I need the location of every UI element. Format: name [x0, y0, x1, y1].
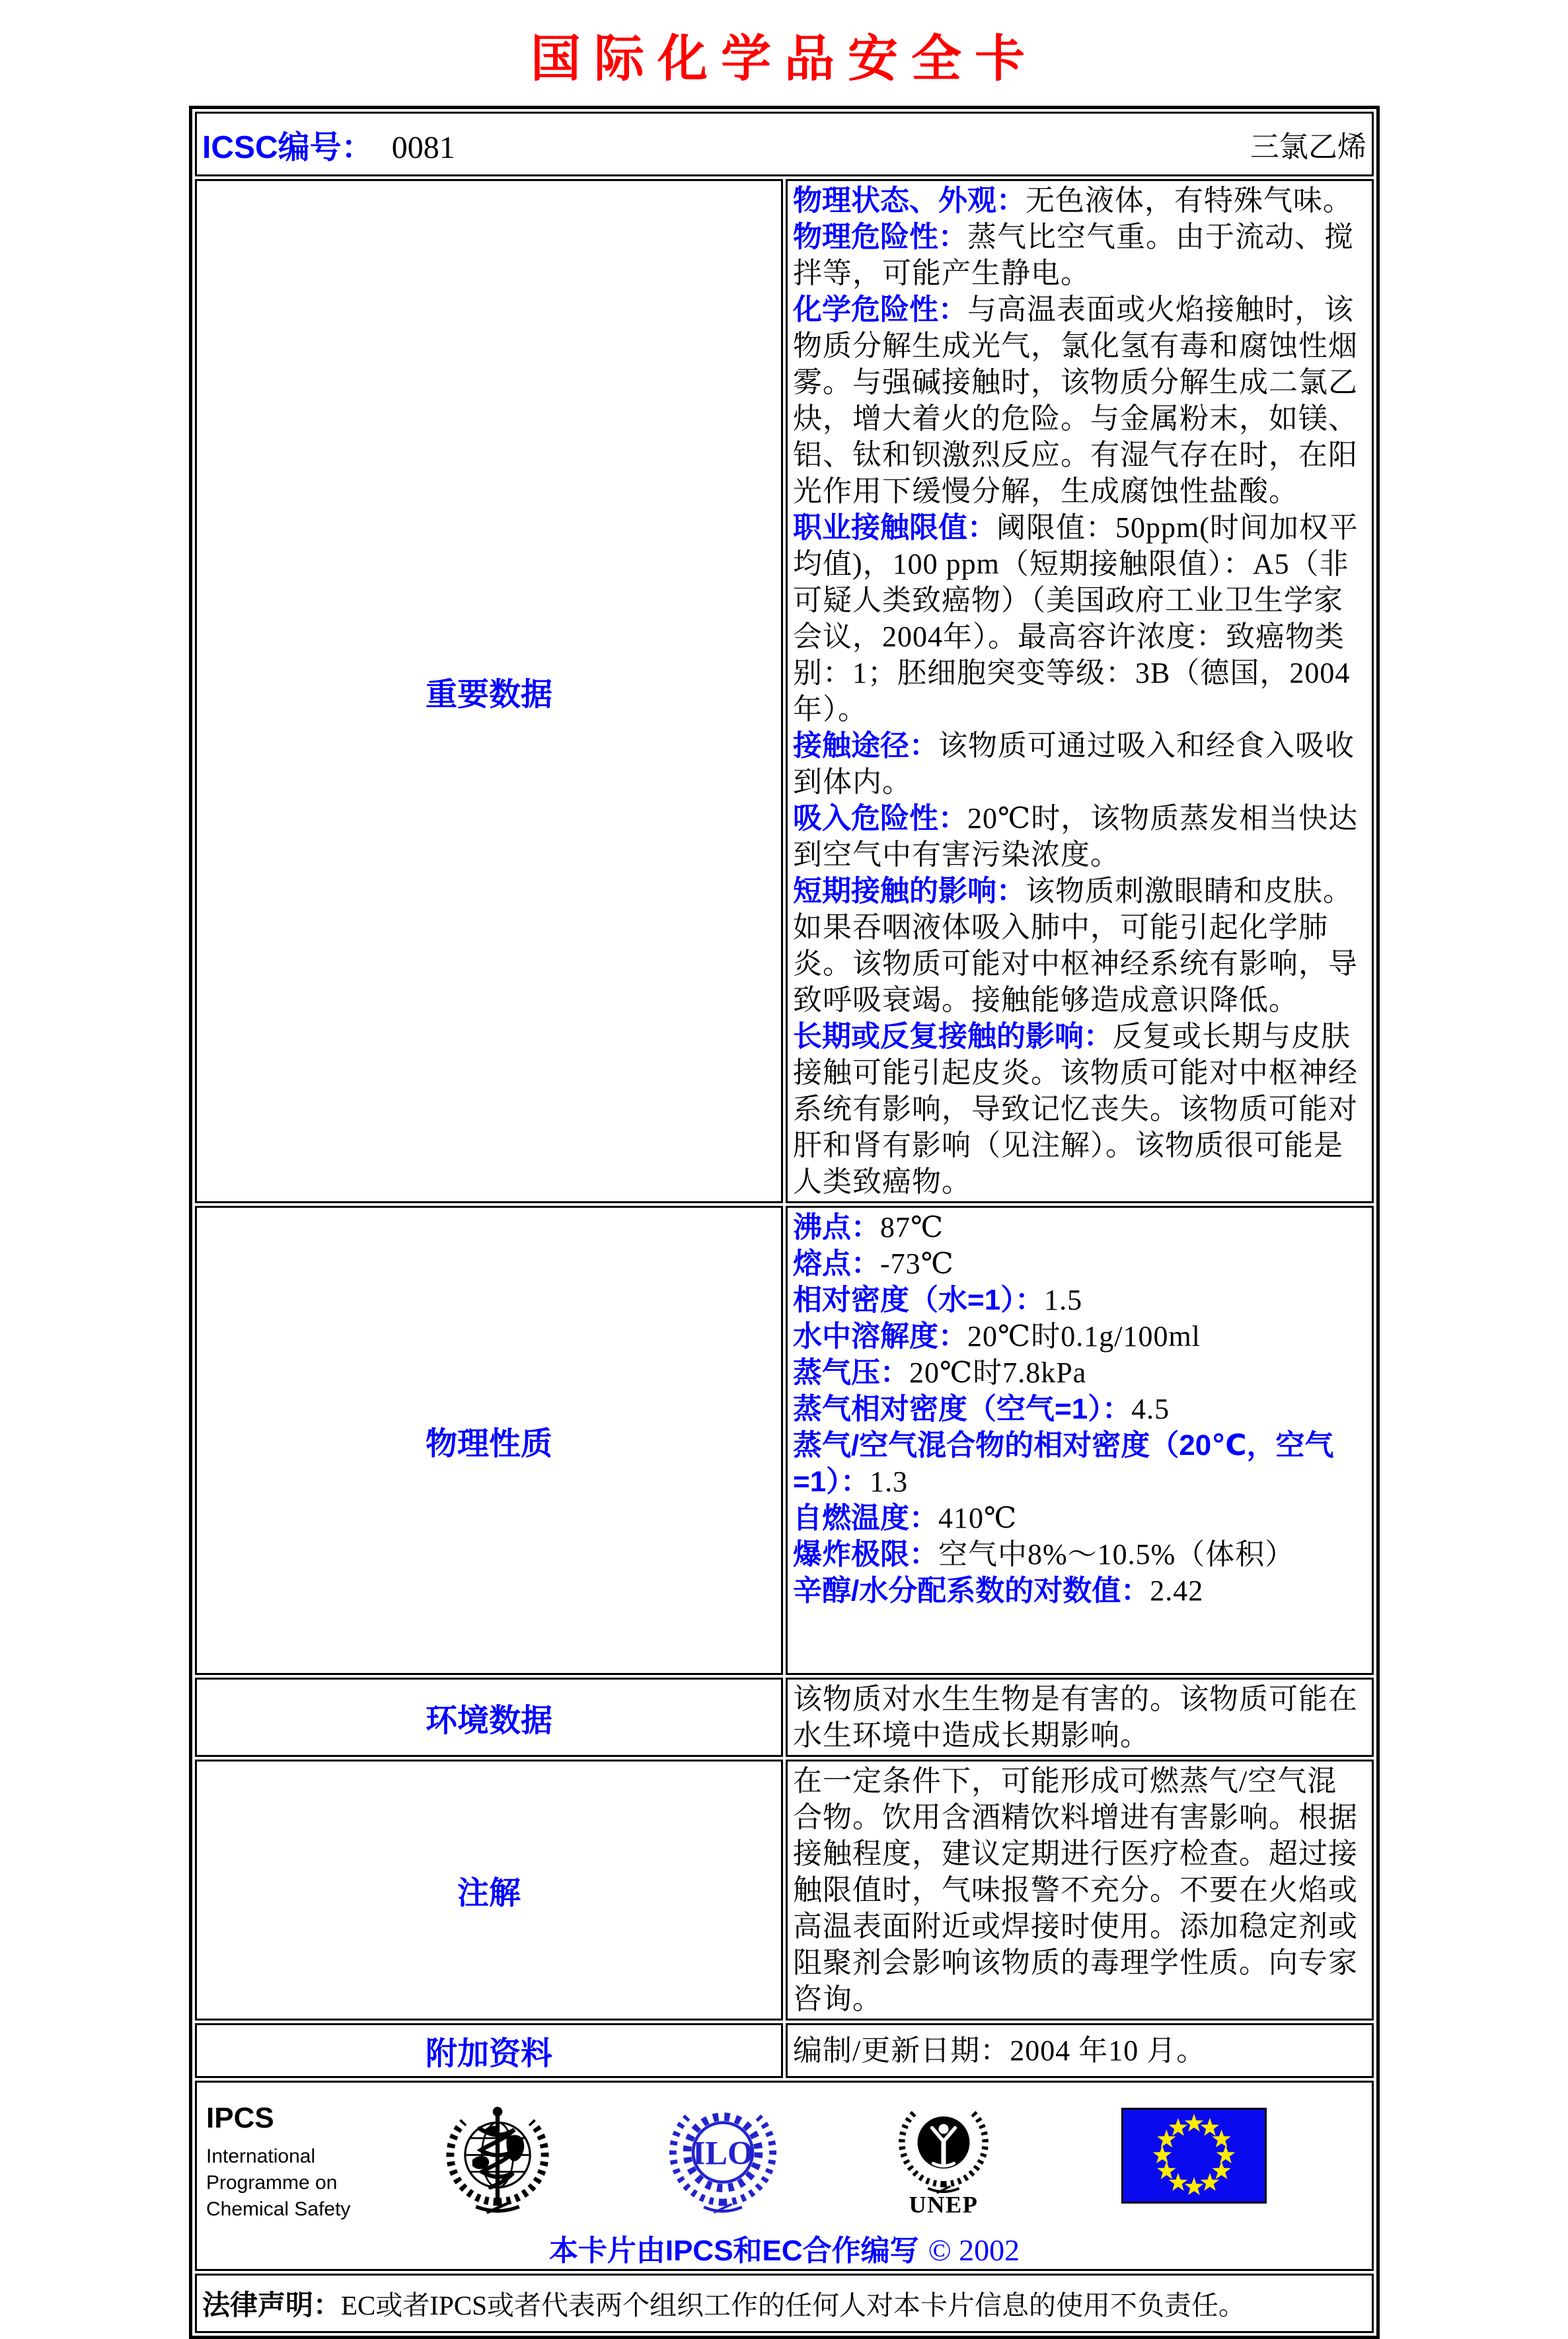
legal-cell	[195, 2274, 1374, 2333]
card-wrapper	[189, 0, 1380, 2339]
prop-boiling-point: 沸点：87℃	[793, 1211, 944, 1244]
notes-content: 在一定条件下，可能形成可燃蒸气/空气混合物。饮用含酒精饮料增进有害影响。根据接触程度，建议定期进行医疗检查。超过接触限值时，气味报警不充分。不要在火焰或高温表面附近或焊接时使用。添加稳定剂或阻聚剂会影响该物质的毒理学性质。向专家咨询。	[786, 1760, 1374, 2021]
environmental-data-row	[195, 1678, 1374, 1757]
ipcs-title: IPCS	[206, 2102, 274, 2134]
icsc-number-value: 0081	[391, 130, 455, 165]
important-data-row	[195, 179, 1374, 1203]
unep-letters: UNEP	[909, 2191, 979, 2215]
data-item-inhalation-risk: 吸入危险性：20℃时，该物质蒸发相当快达到空气中有害污染浓度。	[793, 802, 1359, 871]
prop-vapor-pressure: 蒸气压：20℃时7.8kPa	[793, 1356, 1087, 1389]
prop-explosive-limits: 爆炸极限：空气中8%～10.5%（体积）	[793, 1538, 1295, 1571]
prop-relative-density: 相对密度（水=1）：1.5	[793, 1284, 1083, 1316]
physical-properties-row	[195, 1206, 1374, 1675]
chemical-name: 三氯乙烯	[1250, 131, 1366, 163]
header-row	[195, 112, 1374, 176]
legal-notice-label: 法律声明：	[202, 2289, 342, 2320]
prop-autoignition-temp: 自燃温度：410℃	[793, 1502, 1018, 1534]
data-item-physical-state: 物理状态、外观：无色液体，有特殊气味。	[793, 184, 1353, 217]
ipcs-subtitle-line: Programme on	[206, 2172, 338, 2194]
environmental-data-content: 该物质对水生生物是有害的。该物质可能在水生环境中造成长期影响。	[786, 1678, 1374, 1757]
data-item-exposure-limits: 职业接触限值：阈限值：50ppm(时间加权平均值)，100 ppm（短期接触限值）：A5（非可疑人类致癌物）（美国政府工业卫生学家会议，2004年）。最高容许浓度：致癌物类别：1；胚细胞突变等级：3B（德国，2004年）。	[793, 511, 1359, 725]
unep-logo-icon	[891, 2095, 996, 2215]
additional-info-heading: 附加资料	[195, 2023, 783, 2078]
ilo-logo-icon	[663, 2097, 782, 2220]
ilo-letters: ILO	[692, 2134, 754, 2172]
page-title: 国际化学品安全卡	[531, 31, 1038, 87]
logos-row	[195, 2081, 1374, 2271]
eu-flag-icon	[1121, 2108, 1267, 2204]
data-item-exposure-routes: 接触途径：该物质可通过吸入和经食入吸收到体内。	[793, 729, 1355, 798]
ipcs-subtitle-line: Chemical Safety	[206, 2198, 351, 2220]
credit-line	[197, 2227, 1372, 2269]
prop-vapor-air-density: 蒸气/空气混合物的相对密度（20℃，空气=1）：1.3	[793, 1429, 1334, 1498]
prop-vapor-density: 蒸气相对密度（空气=1）：4.5	[793, 1393, 1170, 1425]
who-logo-icon	[437, 2093, 558, 2223]
legal-row	[195, 2274, 1374, 2333]
physical-properties-heading: 物理性质	[195, 1206, 783, 1675]
credit-text: 本卡片由IPCS和EC合作编写	[548, 2235, 919, 2267]
important-data-content	[786, 179, 1374, 1203]
physical-properties-content	[786, 1206, 1374, 1675]
environmental-data-heading: 环境数据	[195, 1678, 783, 1757]
ipcs-subtitle-line: International	[206, 2145, 316, 2167]
prop-melting-point: 熔点：-73℃	[793, 1247, 954, 1280]
icsc-card-table	[189, 106, 1380, 2339]
notes-row	[195, 1760, 1374, 2021]
data-item-short-term-effects: 短期接触的影响：该物质刺激眼睛和皮肤。如果吞咽液体吸入肺中，可能引起化学肺炎。该物质可能对中枢神经系统有影响，导致呼吸衰竭。接触能够造成意识降低。	[793, 875, 1358, 1016]
header-cell	[195, 112, 1374, 176]
prop-water-solubility: 水中溶解度：20℃时0.1g/100ml	[793, 1320, 1201, 1353]
notes-heading: 注解	[195, 1760, 783, 2021]
data-item-long-term-effects: 长期或反复接触的影响：反复或长期与皮肤接触可能引起皮炎。该物质可能对中枢神经系统有影响，导致记忆丧失。该物质可能对肝和肾有影响（见注解）。该物质很可能是人类致癌物。	[793, 1020, 1358, 1198]
data-item-chemical-dangers: 化学危险性：与高温表面或火焰接触时，该物质分解生成光气，氯化氢有毒和腐蚀性烟雾。与强碱接触时，该物质分解生成二氯乙炔，增大着火的危险。与金属粉末，如镁、铝、钛和钡激烈反应。有湿气存在时，在阳光作用下缓慢分解，生成腐蚀性盐酸。	[793, 293, 1358, 507]
icsc-number-label: ICSC编号：	[202, 130, 373, 165]
additional-info-content: 编制/更新日期：2004 年10 月。	[786, 2023, 1374, 2078]
prop-octanol-water: 辛醇/水分配系数的对数值：2.42	[793, 1575, 1204, 1607]
copyright-text: © 2002	[928, 2233, 1020, 2267]
logos-cell	[195, 2081, 1374, 2271]
additional-info-row	[195, 2023, 1374, 2078]
important-data-heading: 重要数据	[195, 179, 783, 1203]
data-item-physical-dangers: 物理危险性：蒸气比空气重。由于流动、搅拌等，可能产生静电。	[793, 221, 1354, 289]
legal-notice-text: EC或者IPCS或者代表两个组织工作的任何人对本卡片信息的使用不负责任。	[341, 2290, 1246, 2320]
